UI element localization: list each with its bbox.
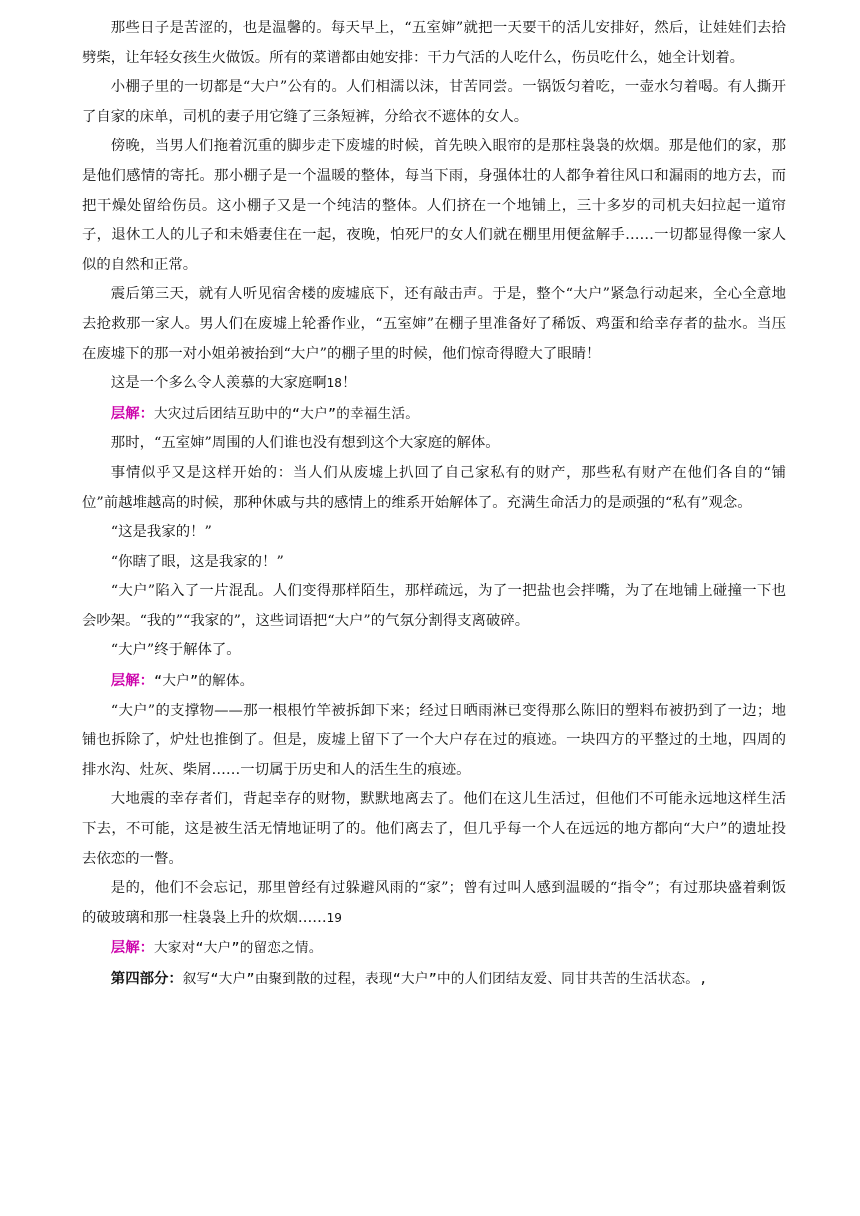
- analysis-text: “大户”的解体。: [153, 673, 254, 690]
- paragraph-private-property: 事情似乎又是这样开始的：当人们从废墟上扒回了自己家私有的财产，那些私有财产在他们各自的“铺位”前越堆越高的时候，那种休戚与共的感情上的维系开始解体了。充满生命活力的是顽强的“私有”观念。: [82, 464, 786, 511]
- analysis-label: 层解：: [110, 939, 154, 957]
- part-four-summary: [82, 964, 786, 995]
- paragraph-morning-routine: 那些日子是苦涩的，也是温馨的。每天早上，“五室婶”就把一天要干的活儿安排好，然后，让娃娃们去拾劈柴，让年轻女孩生火做饭。所有的菜谱都由她安排：干力气活的人吃什么，伤员吃什么，她全计划着。: [82, 20, 786, 66]
- paragraph-chaos: “大户”陷入了一片混乱。人们变得那样陌生，那样疏远，为了一把盐也会拌嘴，为了在地铺上碰撞一下也会吵架。“我的”“我家的”，这些词语把“大户”的气氛分割得支离破碎。: [82, 583, 786, 629]
- paragraph-evening-smoke: 傍晚，当男人们拖着沉重的脚步走下废墟的时候，首先映入眼帘的是那柱袅袅的炊烟。那是他们的家，那是他们感情的寄托。那小棚子是一个温暖的整体，每当下雨，身强体壮的人都争着往风口和漏雨的地方去，而把干燥处留给伤员。这小棚子又是一个纯洁的整体。人们挤在一个地铺上，三十多岁的司机夫妇拉起一道帘子，退休工人的儿子和未婚妻住在一起，夜晚，怕死尸的女人们就在棚里用便盆解手……一切都显得像一家人似的自然和正常。: [82, 138, 786, 273]
- paragraph-dismantled: “大户”的支撑物——那一根根竹竿被拆卸下来；经过日晒雨淋已变得那么陈旧的塑料布被扔到了一边；地铺也拆除了，炉灶也推倒了。但是，废墟上留下了一个大户存在过的痕迹。一块四方的平整过的土地，四周的排水沟、灶灰、柴屑……一切属于历史和人的活生生的痕迹。: [82, 702, 786, 778]
- paragraph-text: 这是一个多么令人羡慕的大家庭啊: [110, 375, 327, 392]
- paragraph-tail: ！: [341, 375, 357, 392]
- analysis-label: 层解：: [110, 672, 154, 690]
- analysis-note-3: [82, 933, 786, 964]
- analysis-note-1: [82, 399, 786, 430]
- analysis-note-2: [82, 666, 786, 697]
- analysis-text: 大家对“大户”的留恋之情。: [153, 940, 323, 957]
- annotation-marker-19: 19: [326, 910, 342, 925]
- paragraph-no-one-foresaw: 那时，“五室婶”周围的人们谁也没有想到这个大家庭的解体。: [110, 435, 500, 452]
- paragraph-rescue: 震后第三天，就有人听见宿舍楼的废墟底下，还有敲击声。于是，整个“大户”紧急行动起来，全心全意地去抢救那一家人。男人们在废墟上轮番作业，“五室婶”在棚子里准备好了稀饭、鸡蛋和给幸存者的盐水。当压在废墟下的那一对小姐弟被抬到“大户”的棚子里的时候，他们惊奇得瞪大了眼睛！: [82, 286, 786, 362]
- dialogue-line-2: “你瞎了眼，这是我家的！”: [110, 553, 284, 570]
- part-text: 叙写“大户”由聚到散的过程，表现“大户”中的人们团结友爱、同甘共苦的生活状态。,: [182, 971, 708, 987]
- dialogue-line-1: “这是我家的！”: [110, 524, 212, 541]
- analysis-text: 大灾过后团结互助中的“大户”的幸福生活。: [153, 405, 420, 422]
- analysis-label: 层解：: [110, 404, 154, 422]
- paragraph-envied-family: [82, 369, 786, 399]
- paragraph-never-forget: [82, 874, 786, 933]
- paragraph-shared-shed: 小棚子里的一切都是“大户”公有的。人们相濡以沫，甘苦同尝。一锅饭匀着吃，一壶水匀着喝。有人撕开了自家的床单，司机的妻子用它缝了三条短裤，分给衣不遮体的女人。: [82, 79, 786, 125]
- annotation-marker-18: 18: [326, 376, 342, 391]
- part-label: 第四部分：: [110, 970, 183, 987]
- paragraph-survivors-leave: 大地震的幸存者们，背起幸存的财物，默默地离去了。他们在这儿生活过，但他们不可能永远地这样生活下去，不可能，这是被生活无情地证明了的。他们离去了，但几乎每一个人在远远的地方都向“大户”的遗址投去依恋的一瞥。: [82, 791, 786, 867]
- paragraph-dissolved: “大户”终于解体了。: [110, 642, 241, 659]
- paragraph-text: 是的，他们不会忘记，那里曾经有过躲避风雨的“家”；曾有过叫人感到温暖的“指令”；有过那块盛着剩饭的破玻璃和那一柱袅袅上升的炊烟……: [82, 880, 786, 926]
